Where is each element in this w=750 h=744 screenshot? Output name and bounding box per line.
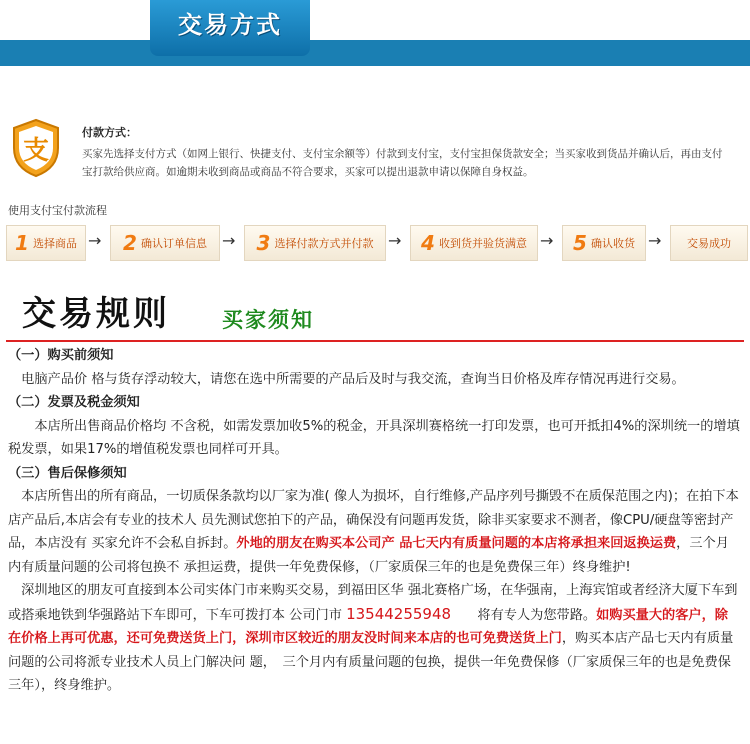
section-body [8,485,740,579]
section-body: 本店所出售商品价格均 不含税，如需发票加收5%的税金，开具深圳赛格统一打印发票，也可开抵扣4%的深圳统一的增填税发票，如果17%的增值税发票也同样可开具。 [8,418,740,457]
step-label: 选择商品 [32,237,77,250]
flow-step [410,225,538,261]
rules-content [8,344,740,698]
header-band [0,40,750,66]
svg-text:支: 支 [22,136,50,166]
step-number: 1 [15,231,29,255]
step-number: 4 [421,231,435,255]
step-number: 2 [123,231,137,255]
rules-subtitle: 买家须知 [222,308,314,332]
phone-number: 13544255948 [346,604,452,623]
body-text: ，三个月内有质量问题的公司将包换不 承担运费，提供一年免费保修，（厂家质保三年的也是免费保三年）终身维护! [8,536,729,575]
highlight-text: 如购买量大的客户，除在价格上再可优惠，还可免费送货上门，深圳市区较近的朋友没时间来本店的也可免费送货上门 [8,607,728,646]
highlight-text: 外地的朋友在购买本公司产 品七天内有质量问题的本店将承担来回返换运费 [236,536,677,551]
body-text: 将有专人为您带路。 [451,607,597,623]
flow-step [244,225,386,261]
step-label: 确认收货 [590,237,635,250]
flow-caption: 使用支付宝付款流程 [8,204,107,217]
section-heading: （二）发票及税金须知 [8,395,140,410]
arrow-right-icon: → [540,231,554,250]
step-label: 确认订单信息 [140,237,207,250]
arrow-right-icon: → [648,231,662,250]
flow-step [562,225,646,261]
body-text: ，购买本店产品七天内有质量问题的公司将派专业技术人员上门解决问 题， 三个月内有质量问题的包换，提供一年免费保修（厂家质保三年的也是免费保三年），终身维护。 [8,631,734,693]
section-body [8,579,740,698]
arrow-right-icon: → [88,231,102,250]
body-text: 本店所售出的所有商品，一切质保条款均以厂家为准( 像人为损坏，自行维修,产品序列号撕毁不在质保范围之内)；在拍下本店产品后,本店会有专业的技术人 员先测试您拍下的产品，确保没有问题再发货，除非买家要求不测者，像CPU/硬盘等密封产品，本店没有 买家允许不会私自拆封。 [8,489,739,551]
payment-label: 付款方式： [82,126,137,139]
rules-title: 交易规则 [22,294,170,334]
divider [6,340,744,342]
step-number: 3 [256,231,271,255]
flow-step [6,225,86,261]
step-label: 收到货并验货满意 [438,237,527,250]
arrow-right-icon: → [222,231,236,250]
section-heading: （三）售后保修须知 [8,465,127,481]
arrow-right-icon: → [388,231,402,250]
step-number: 5 [573,231,587,255]
payment-flow [6,225,746,261]
alipay-shield-icon [10,118,62,178]
body-text: 深圳地区的朋友可直接到本公司实体门市来购买交易，到福田区华 强北赛格广场，在华强南，上海宾馆或者经济大厦下车到或搭乘地铁到华强路站下车即可，下车可拨打本 公司门市 [8,583,738,623]
flow-step [110,225,220,261]
page-title: 交易方式 [178,11,282,39]
step-label: 选择付款方式并付款 [274,237,374,250]
flow-step-final [670,225,748,261]
section-heading: （一）购买前须知 [8,348,114,363]
step-label: 交易成功 [687,237,731,250]
header-banner [0,0,750,96]
section-body: 电脑产品价 格与货存浮动较大，请您在选中所需要的产品后及时与我交流，查询当日价格及库存情况再进行交易。 [8,371,685,387]
payment-description: 买家先选择支付方式（如网上银行、快捷支付、支付宝余额等）付款到支付宝，支付宝担保货款安全；当买家收到货品并确认后，再由支付宝打款给供应商。如逾期未收到商品或商品不符合要求，买家可以提出退款申请以保障自身权益。 [82,148,723,178]
